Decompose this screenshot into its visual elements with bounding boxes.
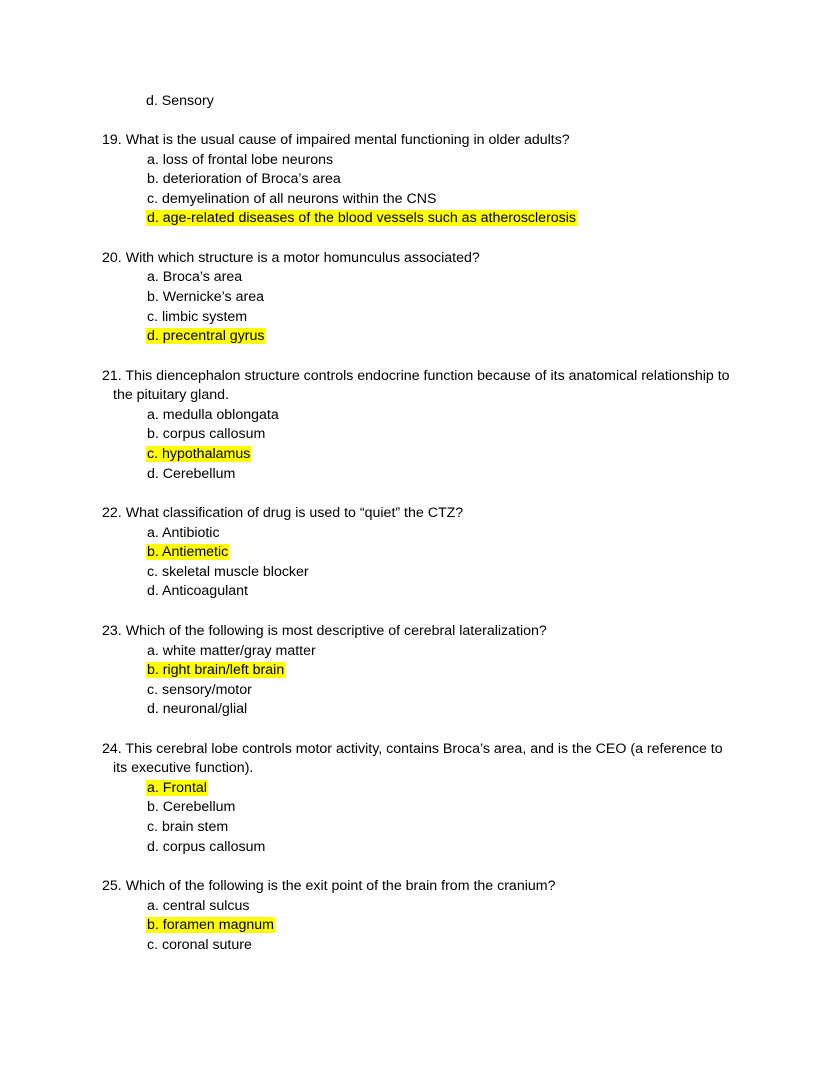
question-stem bbox=[102, 622, 732, 642]
question-text: This cerebral lobe controls motor activity, contains Broca’s area, and is the CEO (a reference to its executive function). bbox=[113, 740, 723, 777]
answer-option-highlighted bbox=[146, 543, 732, 563]
continued-option: d. Sensory bbox=[146, 93, 214, 109]
question-number: 21. bbox=[102, 367, 122, 384]
answer-option-label: a. Frontal bbox=[147, 779, 207, 796]
document-body bbox=[96, 92, 732, 956]
answer-option bbox=[146, 897, 732, 917]
question-number: 22. bbox=[102, 505, 122, 522]
answer-option bbox=[146, 642, 732, 662]
answer-option-highlighted bbox=[146, 327, 732, 347]
answer-option bbox=[146, 700, 732, 720]
answer-option bbox=[146, 838, 732, 858]
question-text: With which structure is a motor homunculus associated? bbox=[125, 249, 480, 266]
answer-option bbox=[146, 936, 732, 956]
answer-options bbox=[96, 151, 732, 229]
answer-option bbox=[146, 151, 732, 171]
question-number: 25. bbox=[102, 878, 122, 895]
answer-option-label: a. Broca’s area bbox=[147, 269, 243, 286]
answer-option-highlighted bbox=[146, 916, 732, 936]
answer-option bbox=[146, 524, 732, 544]
answer-option-label: d. Cerebellum bbox=[147, 465, 236, 482]
answer-option-highlighted bbox=[146, 445, 732, 465]
answer-option-highlighted bbox=[146, 209, 732, 229]
answer-option bbox=[146, 818, 732, 838]
question-text: What classification of drug is used to “quiet” the CTZ? bbox=[125, 505, 464, 522]
answer-option-label: b. Antiemetic bbox=[147, 544, 229, 561]
answer-option bbox=[146, 465, 732, 485]
answer-option-label: a. medulla oblongata bbox=[147, 406, 279, 423]
answer-option-label: d. neuronal/glial bbox=[147, 701, 248, 718]
answer-option-label: b. Cerebellum bbox=[147, 799, 236, 816]
answer-options bbox=[96, 642, 732, 720]
answer-option bbox=[146, 425, 732, 445]
answer-option-label: c. brain stem bbox=[147, 819, 229, 836]
answer-option-label: c. coronal suture bbox=[147, 936, 252, 953]
answer-option bbox=[146, 190, 732, 210]
answer-options bbox=[96, 779, 732, 857]
question-stem bbox=[102, 740, 732, 779]
answer-option-label: d. corpus callosum bbox=[147, 838, 266, 855]
answer-options bbox=[96, 524, 732, 602]
answer-option-label: a. central sulcus bbox=[147, 897, 250, 914]
question-text: Which of the following is most descriptive of cerebral lateralization? bbox=[125, 623, 547, 639]
answer-options bbox=[96, 268, 732, 346]
answer-option-label: c. demyelination of all neurons within the CNS bbox=[147, 190, 437, 207]
question-number: 23. bbox=[102, 623, 122, 639]
answer-option-label: c. sensory/motor bbox=[147, 681, 252, 698]
question-text: What is the usual cause of impaired mental functioning in older adults? bbox=[125, 132, 570, 148]
answer-option-highlighted bbox=[146, 661, 732, 681]
answer-option bbox=[146, 288, 732, 308]
question-block bbox=[96, 622, 732, 720]
question-number: 20. bbox=[102, 249, 122, 266]
answer-option bbox=[146, 681, 732, 701]
answer-option-label: d. age-related diseases of the blood vessels such as atherosclerosis bbox=[147, 210, 577, 227]
question-block bbox=[96, 504, 732, 602]
question-number: 19. bbox=[102, 132, 122, 148]
question-block bbox=[96, 367, 732, 484]
question-block bbox=[96, 249, 732, 347]
answer-option-label: b. deterioration of Broca’s area bbox=[147, 171, 341, 188]
question-block bbox=[96, 877, 732, 955]
question-stem bbox=[102, 367, 732, 406]
answer-option-label: b. foramen magnum bbox=[147, 917, 274, 934]
question-text: Which of the following is the exit point of the brain from the cranium? bbox=[125, 878, 556, 895]
question-stem bbox=[102, 504, 732, 524]
answer-option-label: c. hypothalamus bbox=[147, 445, 251, 462]
question-stem bbox=[102, 249, 732, 269]
answer-option-label: b. right brain/left brain bbox=[147, 662, 285, 679]
question-list bbox=[96, 131, 732, 956]
question-block bbox=[96, 740, 732, 857]
answer-option-label: a. Antibiotic bbox=[147, 524, 220, 541]
answer-option-label: c. limbic system bbox=[147, 308, 248, 325]
answer-option-label: c. skeletal muscle blocker bbox=[147, 563, 309, 580]
answer-option-label: d. precentral gyrus bbox=[147, 328, 265, 345]
answer-option-label: a. loss of frontal lobe neurons bbox=[147, 151, 334, 168]
question-block bbox=[96, 131, 732, 229]
answer-option bbox=[146, 308, 732, 328]
question-stem bbox=[102, 877, 732, 897]
answer-option-label: b. corpus callosum bbox=[147, 426, 266, 443]
answer-options bbox=[96, 897, 732, 956]
answer-option bbox=[146, 563, 732, 583]
answer-option bbox=[146, 406, 732, 426]
answer-option bbox=[146, 170, 732, 190]
answer-option-highlighted bbox=[146, 779, 732, 799]
question-text: This diencephalon structure controls endocrine function because of its anatomical relationship to the pituitary gland. bbox=[113, 367, 730, 404]
answer-option-label: d. Anticoagulant bbox=[147, 583, 248, 600]
question-number: 24. bbox=[102, 740, 122, 757]
question-stem bbox=[102, 131, 732, 151]
answer-options bbox=[96, 406, 732, 484]
answer-option bbox=[146, 268, 732, 288]
answer-option bbox=[146, 582, 732, 602]
answer-option-label: b. Wernicke’s area bbox=[147, 288, 264, 305]
answer-option bbox=[146, 798, 732, 818]
answer-option-label: a. white matter/gray matter bbox=[147, 642, 316, 659]
